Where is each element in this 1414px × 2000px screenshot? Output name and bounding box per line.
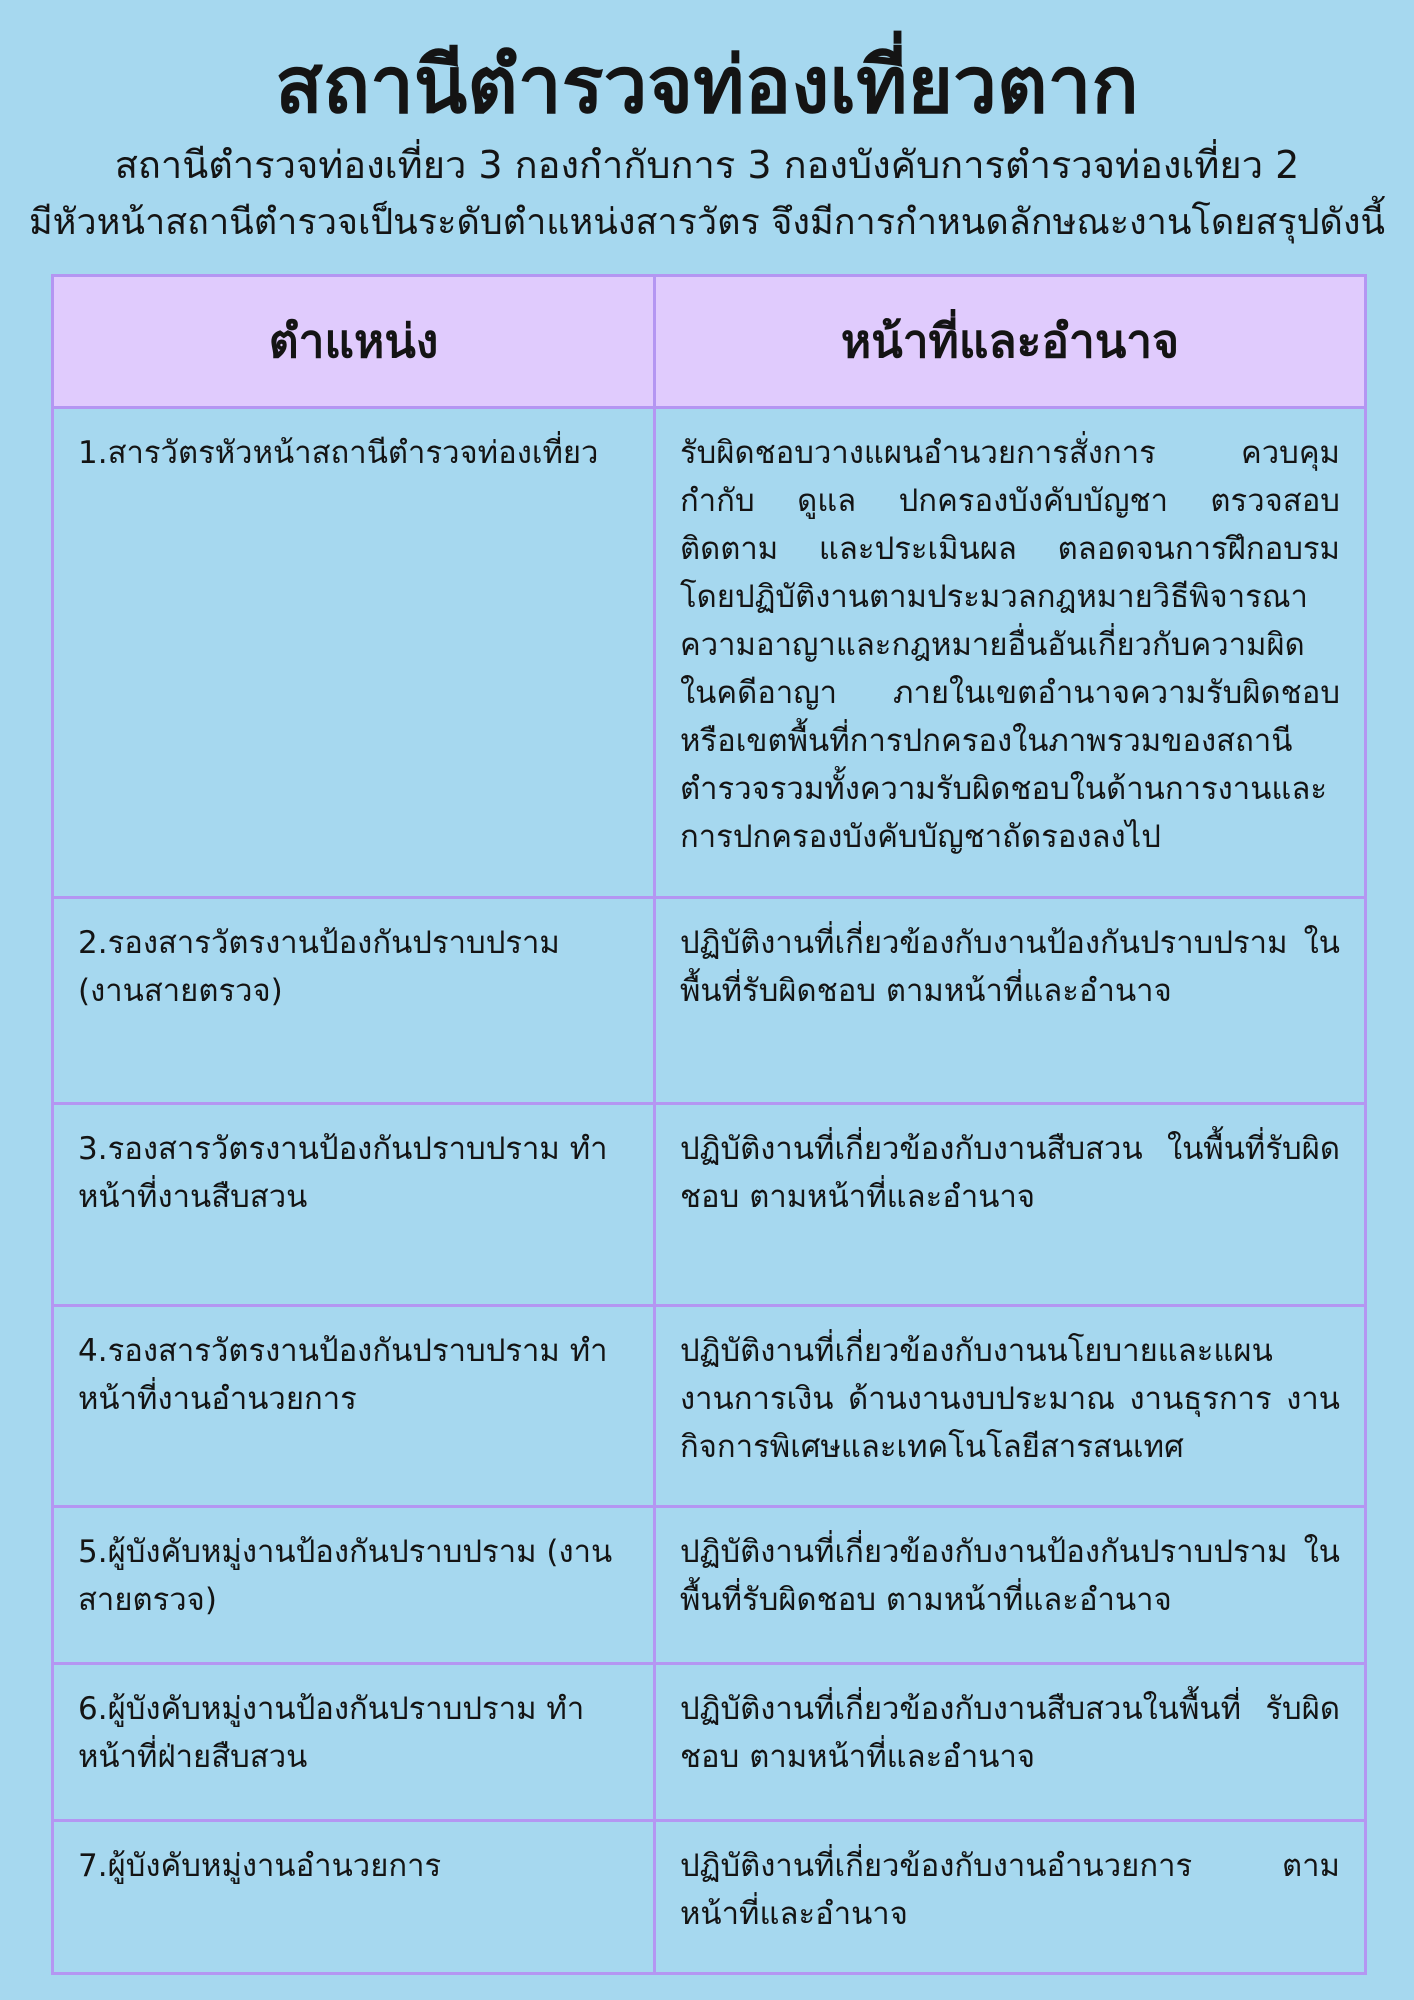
table-row xyxy=(53,1306,1366,1507)
position-cell: 5.ผู้บังคับหมู่งานป้องกันปราบปราม (งานสายตรวจ) xyxy=(53,1507,655,1664)
position-cell: 1.สารวัตรหัวหน้าสถานีตำรวจท่องเที่ยว xyxy=(53,408,655,898)
duty-cell: ปฏิบัติงานที่เกี่ยวข้องกับงานสืบสวน ในพื้นที่รับผิดชอบ ตามหน้าที่และอำนาจ xyxy=(655,1104,1366,1306)
position-cell: 6.ผู้บังคับหมู่งานป้องกันปราบปราม ทำหน้าที่ฝ่ายสืบสวน xyxy=(53,1664,655,1821)
table-row xyxy=(53,898,1366,1104)
table-header-row xyxy=(53,276,1366,408)
column-header-duty: หน้าที่และอำนาจ xyxy=(655,276,1366,408)
duty-cell: ปฏิบัติงานที่เกี่ยวข้องกับงานนโยบายและแผน งานการเงิน ด้านงานงบประมาณ งานธุรการ งานกิจการพิเศษและเทคโนโลยีสารสนเทศ xyxy=(655,1306,1366,1507)
position-cell: 2.รองสารวัตรงานป้องกันปราบปราม (งานสายตรวจ) xyxy=(53,898,655,1104)
position-cell: 3.รองสารวัตรงานป้องกันปราบปราม ทำหน้าที่งานสืบสวน xyxy=(53,1104,655,1306)
column-header-position: ตำแหน่ง xyxy=(53,276,655,408)
table-row xyxy=(53,1664,1366,1821)
duty-cell: ปฏิบัติงานที่เกี่ยวข้องกับงานอำนวยการ ตาม หน้าที่และอำนาจ xyxy=(655,1821,1366,1974)
table-row xyxy=(53,1104,1366,1306)
page-title: สถานีตำรวจท่องเที่ยวตาก xyxy=(275,41,1139,131)
position-cell: 7.ผู้บังคับหมู่งานอำนวยการ xyxy=(53,1821,655,1974)
duty-cell: ปฏิบัติงานที่เกี่ยวข้องกับงานสืบสวนในพื้นที่ รับผิดชอบ ตามหน้าที่และอำนาจ xyxy=(655,1664,1366,1821)
duties-table xyxy=(51,274,1367,1975)
duty-cell: รับผิดชอบวางแผนอำนวยการสั่งการ ควบคุม กำกับ ดูแล ปกครองบังคับบัญชา ตรวจสอบ ติดตาม และประเมินผล ตลอดจนการฝึกอบรม โดยปฏิบัติงานตามประมวลกฎหมายวิธีพิจารณาความอาญาและกฎหมายอื่นอันเกี่ยวกับความผิดในคดีอาญา ภายในเขตอำนาจความรับผิดชอบหรือเขตพื้นที่การปกครองในภาพรวมของสถานีตำรวจรวมทั้งความรับผิดชอบในด้านการงานและการปกครองบังคับบัญชาถัดรองลงไป xyxy=(655,408,1366,898)
table-row xyxy=(53,1821,1366,1974)
table-row xyxy=(53,1507,1366,1664)
table-row xyxy=(53,408,1366,898)
duty-cell: ปฏิบัติงานที่เกี่ยวข้องกับงานป้องกันปราบปราม ในพื้นที่รับผิดชอบ ตามหน้าที่และอำนาจ xyxy=(655,898,1366,1104)
subtitle-line-1: สถานีตำรวจท่องเที่ยว 3 กองกำกับการ 3 กองบังคับการตำรวจท่องเที่ยว 2 xyxy=(114,143,1300,187)
duty-cell: ปฏิบัติงานที่เกี่ยวข้องกับงานป้องกันปราบปราม ในพื้นที่รับผิดชอบ ตามหน้าที่และอำนาจ xyxy=(655,1507,1366,1664)
subtitle-line-2: มีหัวหน้าสถานีตำรวจเป็นระดับตำแหน่งสารวัตร จึงมีการกำหนดลักษณะงานโดยสรุปดังนี้ xyxy=(28,202,1386,243)
position-cell: 4.รองสารวัตรงานป้องกันปราบปราม ทำหน้าที่งานอำนวยการ xyxy=(53,1306,655,1507)
